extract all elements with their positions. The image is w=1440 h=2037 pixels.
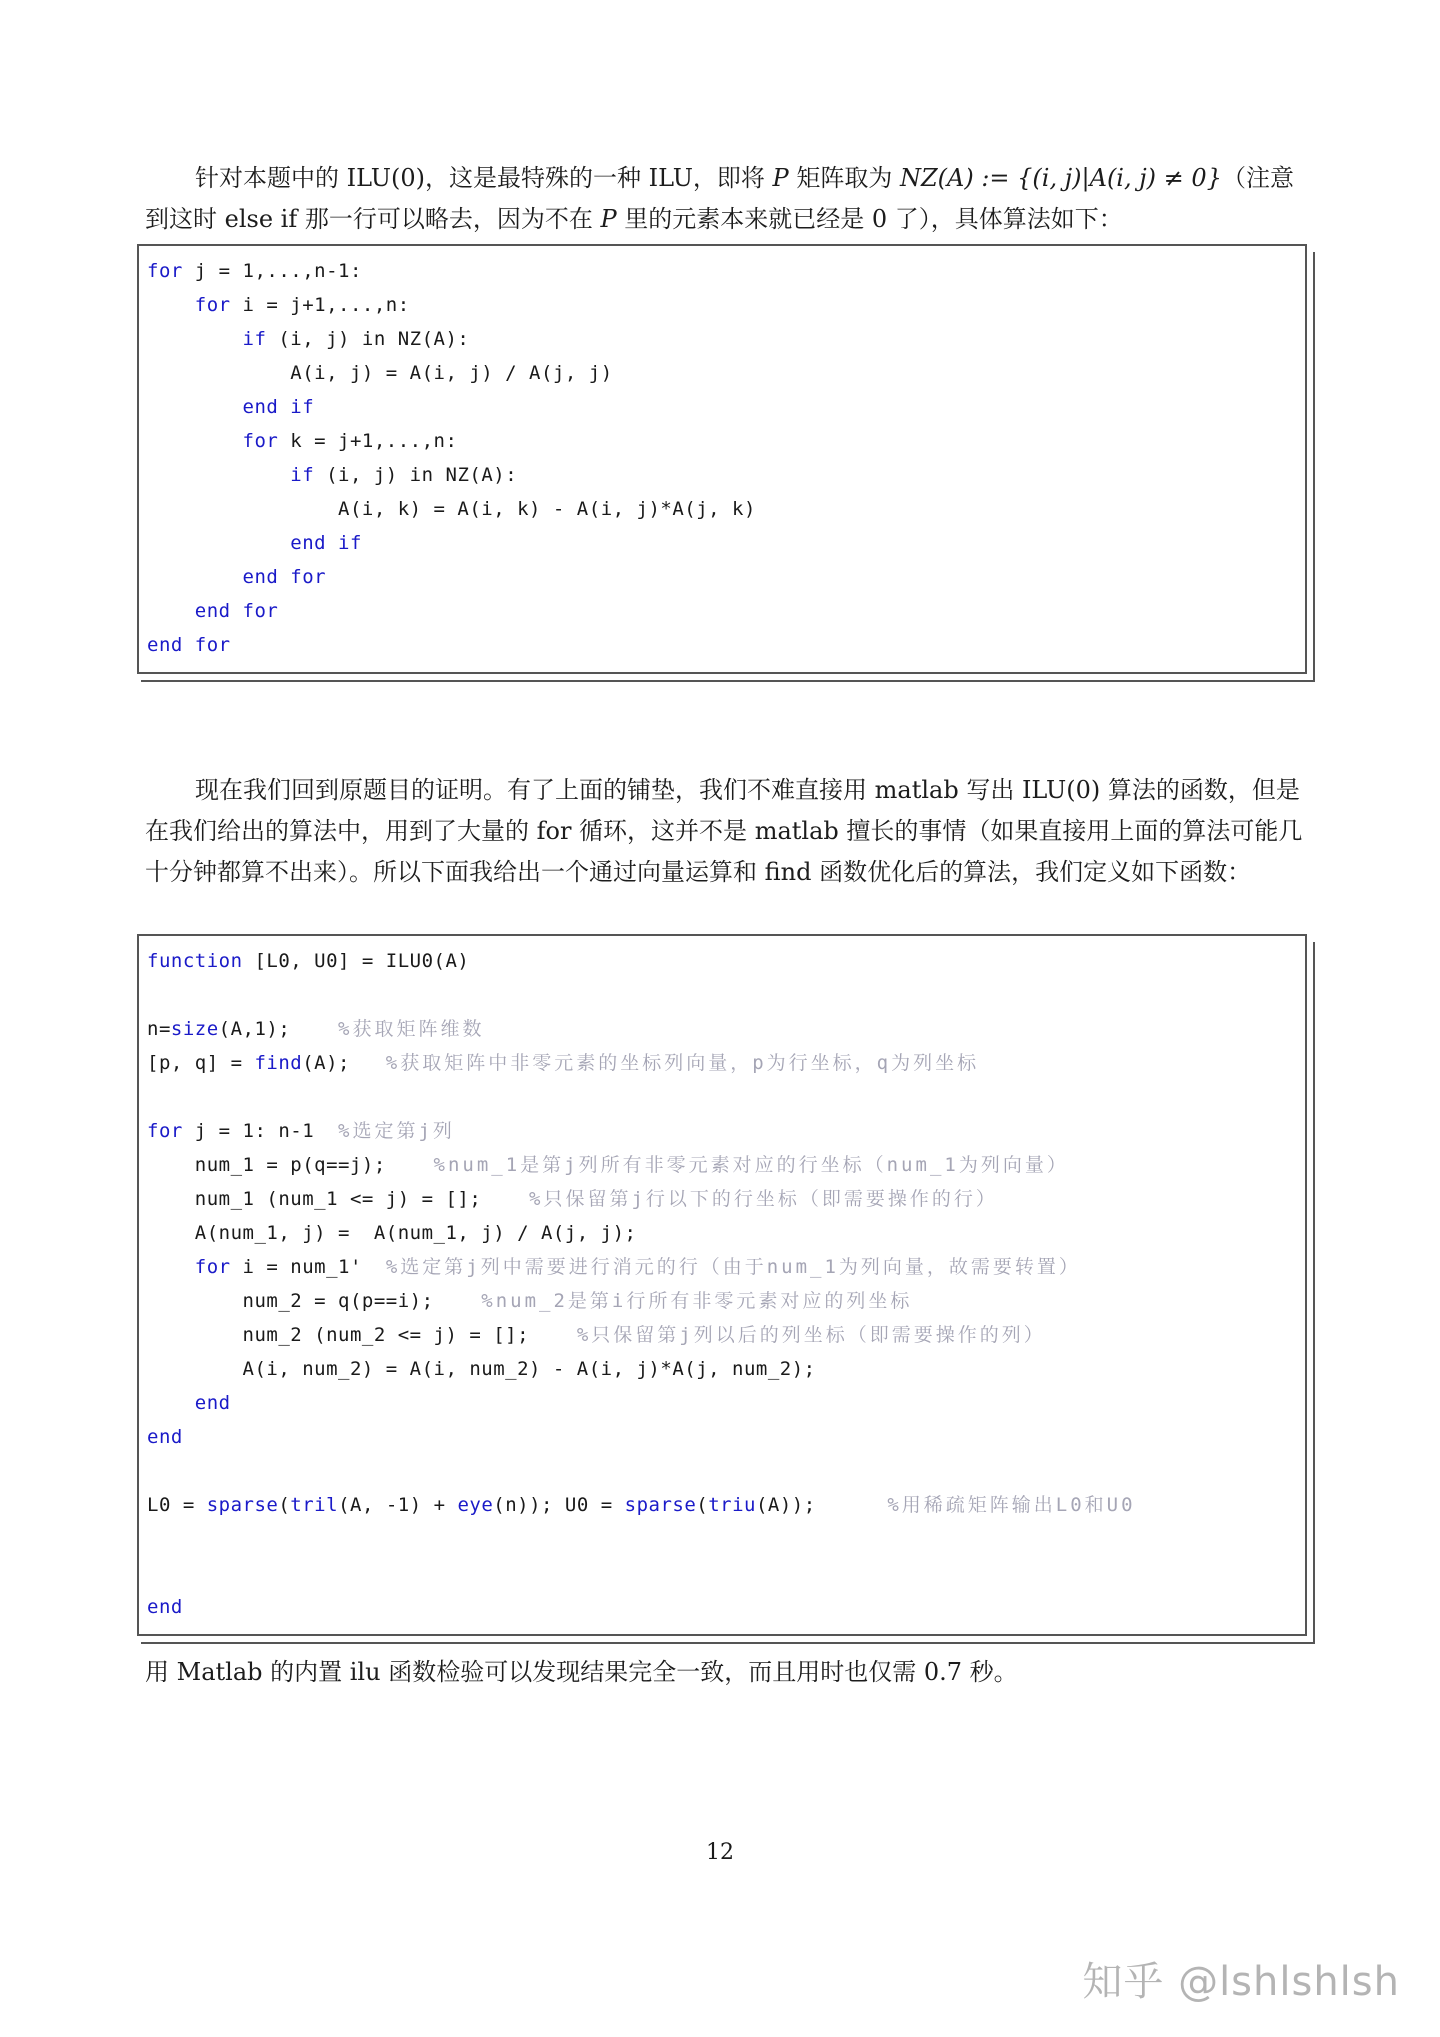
code-function-name: find — [254, 1052, 303, 1074]
code-text: num_1 = p(q==j); — [147, 1154, 434, 1176]
code-function-name: tril — [290, 1494, 339, 1516]
code-text: (A); — [302, 1052, 386, 1074]
code-text — [147, 1256, 195, 1278]
code-text: [L0, U0] = ILU0(A) — [242, 950, 470, 972]
code-keyword: end — [194, 1392, 231, 1414]
code-function-name: eye — [457, 1494, 494, 1516]
code-line — [147, 356, 1297, 390]
code-line — [147, 390, 1297, 424]
code-text: ( — [278, 1494, 291, 1516]
code-comment: %用稀疏矩阵输出L0和U0 — [887, 1494, 1136, 1516]
math-symbol-p: P — [600, 205, 617, 233]
code-keyword: end — [147, 1596, 183, 1618]
code-line — [147, 1080, 1297, 1114]
code-line — [147, 628, 1297, 662]
code-line — [147, 1148, 1297, 1182]
code-line — [147, 424, 1297, 458]
code-line — [147, 254, 1297, 288]
code-keyword: for — [194, 294, 231, 316]
code-block-matlab — [137, 934, 1307, 1636]
code-keyword: for — [194, 1256, 231, 1278]
code-text: (i, j) in NZ(A): — [266, 328, 470, 350]
code-line — [147, 594, 1297, 628]
paragraph-ilu0-intro — [145, 158, 1305, 240]
code-line — [147, 978, 1297, 1012]
code-comment: %选定第j列 — [338, 1120, 455, 1142]
paragraph-text: 现在我们回到原题目的证明。有了上面的铺垫，我们不难直接用 matlab 写出 ILU(0) 算法的函数，但是在我们给出的算法中，用到了大量的 for 循环，这并不是 matlab 擅长的事情（如果直接用上面的算法可能几十分钟都算不出来）。所以下面我给出一个通过向量运算和 find 函数优化后的算法，我们定义如下函数： — [145, 776, 1303, 886]
code-text — [147, 1392, 195, 1414]
code-text: j = 1: n-1 — [182, 1120, 339, 1142]
code-text: (n)); U0 = — [493, 1494, 625, 1516]
code-comment: %获取矩阵中非零元素的坐标列向量，p为行坐标，q为列坐标 — [385, 1052, 980, 1074]
code-line — [147, 560, 1297, 594]
code-block-frame — [137, 934, 1307, 1636]
code-comment: %只保留第j列以后的列坐标（即需要操作的列） — [576, 1324, 1046, 1346]
code-keyword: if — [290, 464, 315, 486]
code-block-pseudocode — [137, 244, 1307, 674]
code-text: (A,1); — [218, 1018, 339, 1040]
code-text: [p, q] = — [147, 1052, 255, 1074]
code-keyword: for — [242, 430, 279, 452]
code-line — [147, 1386, 1297, 1420]
code-keyword: end if — [290, 532, 362, 554]
paragraph-text: 针对本题中的 ILU(0)，这是最特殊的一种 ILU，即将 — [195, 164, 773, 192]
code-line — [147, 1522, 1297, 1556]
code-comment: %只保留第j行以下的行坐标（即需要操作的行） — [529, 1188, 998, 1210]
code-text: num_2 = q(p==i); — [147, 1290, 482, 1312]
code-line — [147, 288, 1297, 322]
code-line — [147, 1250, 1297, 1284]
code-keyword: end for — [194, 600, 279, 622]
code-comment: %num_2是第i行所有非零元素对应的列坐标 — [481, 1290, 913, 1312]
paragraph-text: 用 Matlab 的内置 ilu 函数检验可以发现结果完全一致，而且用时也仅需 0.7 秒。 — [145, 1658, 1018, 1686]
paragraph-text: 矩阵取为 — [788, 164, 900, 192]
code-comment: %选定第j列中需要进行消元的行（由于num_1为列向量，故需要转置） — [385, 1256, 1081, 1278]
code-keyword: for — [147, 260, 183, 282]
code-line — [147, 458, 1297, 492]
code-text: num_2 (num_2 <= j) = []; — [147, 1324, 577, 1346]
code-line — [147, 526, 1297, 560]
paragraph-verification — [145, 1652, 1305, 1693]
code-comment: %获取矩阵维数 — [338, 1018, 485, 1040]
code-line — [147, 1012, 1297, 1046]
code-function-name: triu — [708, 1494, 756, 1516]
code-line — [147, 322, 1297, 356]
code-function-name: size — [170, 1018, 219, 1040]
code-line — [147, 1182, 1297, 1216]
code-line — [147, 1488, 1297, 1522]
code-line — [147, 1318, 1297, 1352]
code-text: i = j+1,...,n: — [230, 294, 410, 316]
code-function-name: sparse — [624, 1494, 697, 1516]
code-keyword: for — [147, 1120, 183, 1142]
code-text: A(i, num_2) = A(i, num_2) - A(i, j)*A(j, num_2); — [147, 1358, 816, 1380]
code-text: num_1 (num_1 <= j) = []; — [147, 1188, 530, 1210]
code-line — [147, 1046, 1297, 1080]
page-number: 12 — [706, 1840, 734, 1865]
code-text: (i, j) in NZ(A): — [314, 464, 518, 486]
code-line — [147, 1114, 1297, 1148]
code-text: A(i, j) = A(i, j) / A(j, j) — [290, 362, 613, 384]
code-line — [147, 1454, 1297, 1488]
code-line — [147, 1352, 1297, 1386]
code-keyword: function — [147, 950, 243, 972]
code-keyword: end — [147, 1426, 183, 1448]
code-block-frame — [137, 244, 1307, 674]
code-text: A(num_1, j) = A(num_1, j) / A(j, j); — [147, 1222, 637, 1244]
code-text: L0 = — [147, 1494, 207, 1516]
code-line — [147, 1284, 1297, 1318]
code-text: i = num_1' — [230, 1256, 386, 1278]
code-text: j = 1,...,n-1: — [182, 260, 362, 282]
code-text: ( — [696, 1494, 709, 1516]
code-text: n= — [147, 1018, 171, 1040]
paragraph-text: 里的元素本来就已经是 0 了），具体算法如下： — [616, 205, 1123, 233]
code-line — [147, 1590, 1297, 1624]
code-line — [147, 944, 1297, 978]
watermark: 知乎 @lshlshlsh — [1082, 1959, 1400, 2005]
math-nz-definition: NZ(A) := {(i, j)|A(i, j) ≠ 0} — [899, 164, 1222, 192]
code-keyword: end for — [147, 634, 231, 656]
code-line — [147, 1216, 1297, 1250]
math-symbol-p: P — [772, 164, 789, 192]
code-keyword: if — [242, 328, 267, 350]
code-keyword: end for — [242, 566, 327, 588]
code-text: A(i, k) = A(i, k) - A(i, j)*A(j, k) — [338, 498, 756, 520]
code-line — [147, 1420, 1297, 1454]
code-comment: %num_1是第j列所有非零元素对应的行坐标（num_1为列向量） — [433, 1154, 1069, 1176]
code-line — [147, 492, 1297, 526]
paragraph-text: （注意到这时 else if 那一行可以略去，因为不在 — [145, 164, 1294, 233]
code-text: (A, -1) + — [338, 1494, 458, 1516]
code-text: (A)); — [755, 1494, 888, 1516]
code-function-name: sparse — [206, 1494, 279, 1516]
code-text: k = j+1,...,n: — [278, 430, 458, 452]
code-keyword: end if — [242, 396, 315, 418]
code-line — [147, 1556, 1297, 1590]
paragraph-matlab-intro — [145, 770, 1305, 893]
